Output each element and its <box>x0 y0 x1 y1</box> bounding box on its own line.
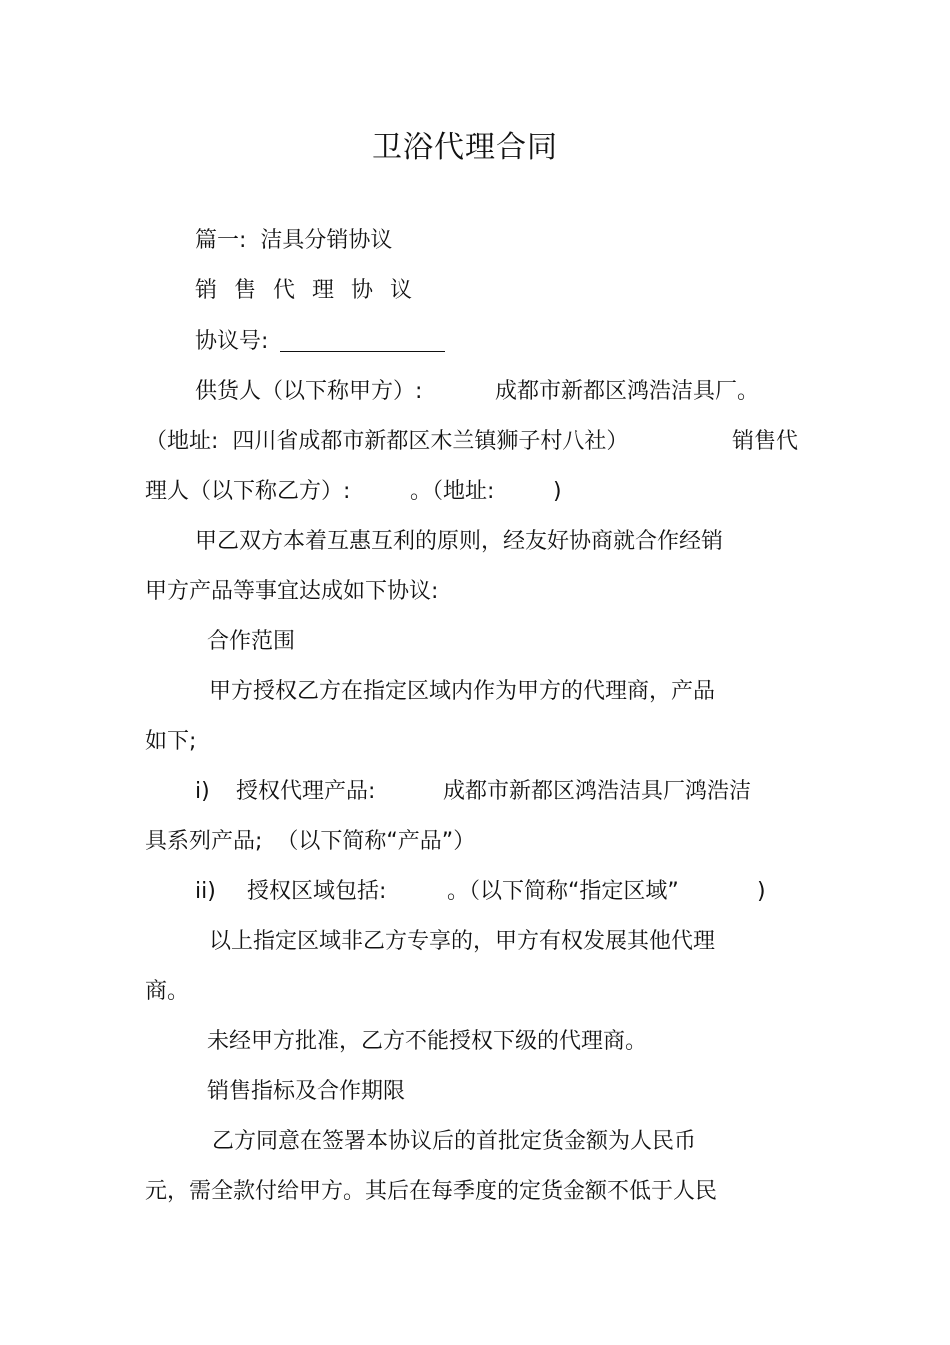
product-name: 成都市新都区鸿浩洁具厂鸿浩洁 <box>443 779 752 804</box>
paragraph-line: 甲方产品等事宜达成如下协议: <box>145 579 439 604</box>
paragraph-line: 未经甲方批准，乙方不能授权下级的代理商。 <box>207 1029 648 1054</box>
paragraph-line: 乙方同意在签署本协议后的首批定货金额为人民币 <box>212 1129 697 1154</box>
agent-address-label: 。（地址: <box>410 479 495 504</box>
paragraph-line: 甲乙双方本着互惠互利的原则，经友好协商就合作经销 <box>195 529 724 554</box>
agent-label-part2: 理人（以下称乙方）: <box>145 479 351 504</box>
agreement-number-label: 协议号: <box>195 329 269 354</box>
product-label: 授权代理产品: <box>236 779 376 804</box>
paragraph-line: 甲方授权乙方在指定区域内作为甲方的代理商，产品 <box>209 679 716 704</box>
agreement-subtitle: 销售代理协议 <box>195 278 430 303</box>
agent-address-close: ) <box>553 479 562 504</box>
supplier-address: （地址: 四川省成都市新都区木兰镇狮子村八社） <box>145 429 629 454</box>
paragraph-line: 具系列产品; （以下简称“产品”） <box>145 829 476 854</box>
supplier-name: 成都市新都区鸿浩洁具厂。 <box>495 379 760 404</box>
agreement-number-blank <box>280 329 445 352</box>
document-title: 卫浴代理合同 <box>372 130 558 165</box>
paragraph-line: 元，需全款付给甲方。其后在每季度的定货金额不低于人民 <box>145 1179 718 1204</box>
item-marker: i) <box>195 779 210 804</box>
region-label: 授权区域包括: <box>247 879 387 904</box>
region-note: 。（以下简称“指定区域” <box>447 879 679 904</box>
clause-heading: 合作范围 <box>207 629 296 654</box>
item-marker: ii) <box>195 879 216 904</box>
paragraph-line: 如下; <box>145 729 197 754</box>
agent-label-part1: 销售代 <box>732 429 799 454</box>
paragraph-line: 以上指定区域非乙方专享的，甲方有权发展其他代理 <box>209 929 716 954</box>
paragraph-line: 商。 <box>145 979 190 1004</box>
section-heading: 篇一: 洁具分销协议 <box>195 228 393 253</box>
supplier-label: 供货人（以下称甲方）: <box>195 379 423 404</box>
region-note-close: ) <box>757 879 766 904</box>
agreement-number-line <box>195 327 445 357</box>
clause-heading: 销售指标及合作期限 <box>207 1079 406 1104</box>
